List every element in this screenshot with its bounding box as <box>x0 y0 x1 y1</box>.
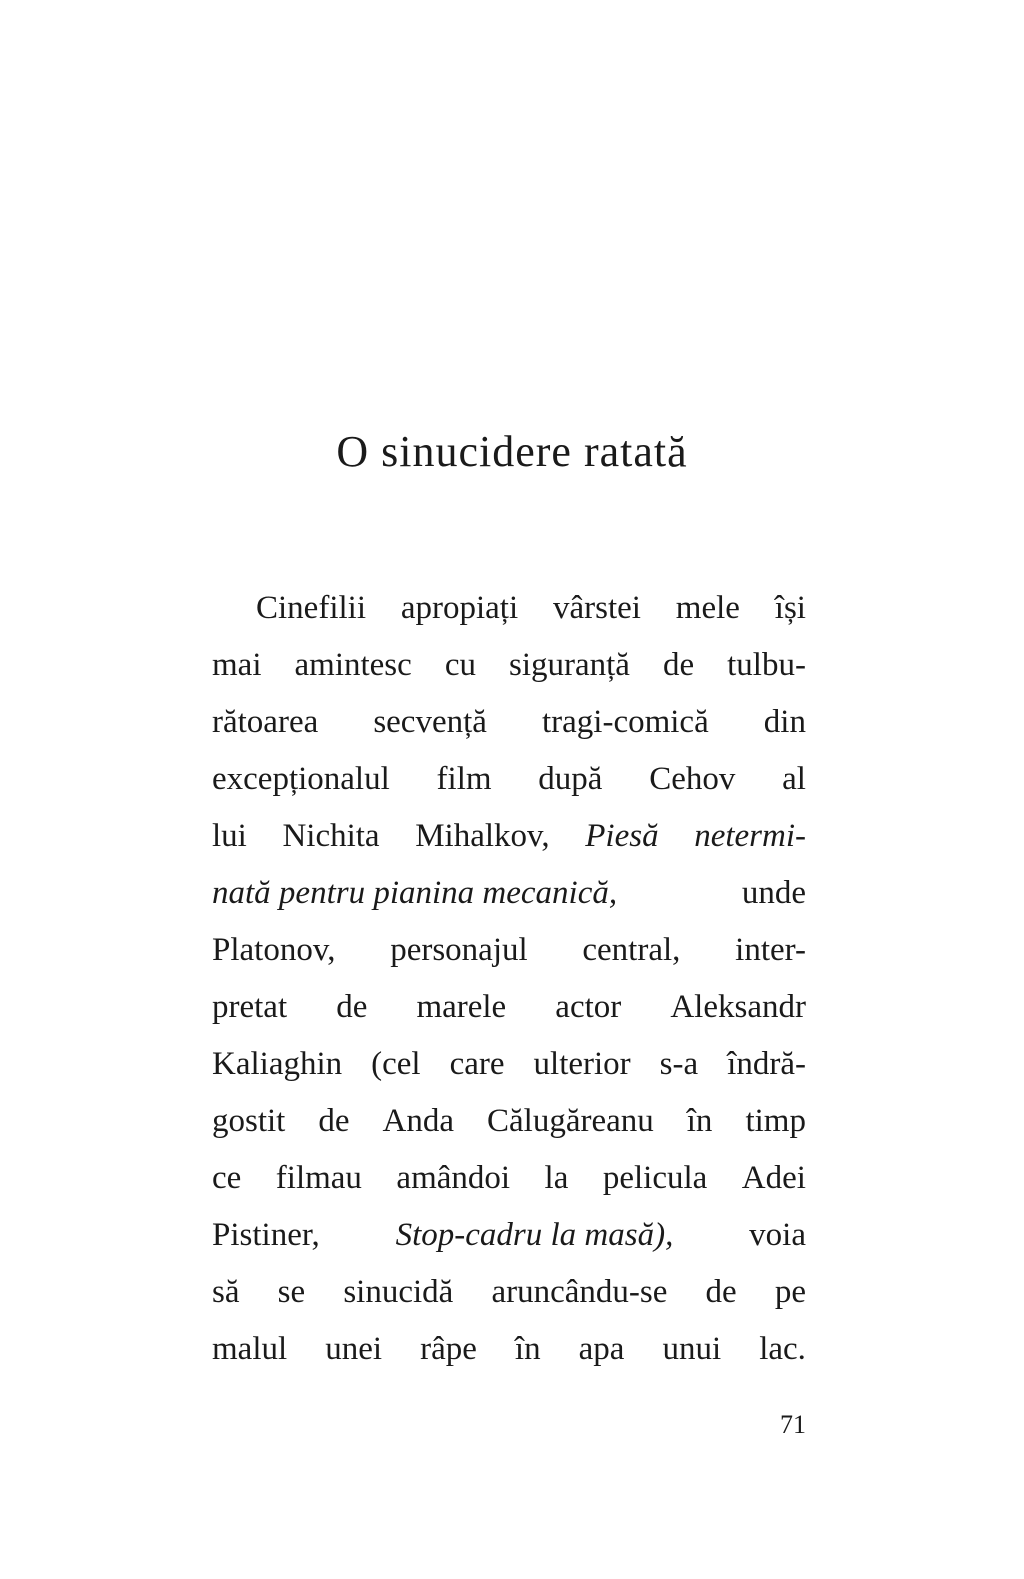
word: de <box>318 1103 350 1139</box>
word: de <box>336 989 368 1025</box>
word: s-a <box>659 1046 699 1082</box>
word: care <box>449 1046 505 1082</box>
word: Nichita <box>282 818 380 854</box>
word: lac. <box>759 1331 806 1367</box>
word: siguranță <box>508 647 630 683</box>
word: amintesc <box>294 647 412 683</box>
text-line <box>212 637 806 694</box>
word: sinucidă <box>343 1274 454 1310</box>
word: râpe <box>420 1331 477 1367</box>
word: central, <box>582 932 681 968</box>
word: pretat <box>212 989 288 1025</box>
italic-title-word: netermi- <box>694 818 806 854</box>
word: inter- <box>735 932 806 968</box>
italic-title-phrase: nată pentru pianina mecanică, <box>212 875 618 911</box>
word: Cehov <box>649 761 736 797</box>
word: unde <box>741 875 806 911</box>
text-line <box>212 922 806 979</box>
text-line <box>212 751 806 808</box>
body-paragraph <box>212 580 806 1378</box>
word: Anda <box>382 1103 454 1139</box>
word: pe <box>774 1274 806 1310</box>
word: de <box>662 647 695 683</box>
text-line <box>212 694 806 751</box>
word: apropiați <box>400 590 519 626</box>
word: personajul <box>390 932 528 968</box>
word: la <box>544 1160 569 1196</box>
word: filmau <box>275 1160 362 1196</box>
text-line <box>212 1321 806 1378</box>
word: actor <box>555 989 622 1025</box>
word: tragi-comică <box>541 704 709 740</box>
word: apa <box>578 1331 625 1367</box>
word: Kaliaghin <box>212 1046 343 1082</box>
word: (cel <box>371 1046 421 1082</box>
word: își <box>774 590 806 626</box>
text-line <box>212 808 806 865</box>
italic-title-word: Piesă <box>585 818 659 854</box>
text-line <box>212 865 806 922</box>
word: secvență <box>373 704 487 740</box>
word: timp <box>745 1103 806 1139</box>
word: în <box>686 1103 713 1139</box>
word: pelicula <box>602 1160 708 1196</box>
word: marele <box>416 989 507 1025</box>
italic-title-phrase: Stop-cadru la masă), <box>395 1217 674 1253</box>
word: lui <box>212 818 247 854</box>
word: cu <box>444 647 476 683</box>
word: rătoarea <box>212 704 319 740</box>
word: unei <box>325 1331 383 1367</box>
word: de <box>705 1274 737 1310</box>
text-line <box>212 1264 806 1321</box>
word: gostit <box>212 1103 286 1139</box>
word: Călugăreanu <box>487 1103 654 1139</box>
word: Adei <box>741 1160 806 1196</box>
word: după <box>538 761 603 797</box>
word: să <box>212 1274 240 1310</box>
word: în <box>514 1331 541 1367</box>
word: mai <box>212 647 262 683</box>
chapter-title: O sinucidere ratată <box>336 427 688 476</box>
word: îndră- <box>727 1046 806 1082</box>
word: vârstei <box>552 590 641 626</box>
word: excepționalul <box>212 761 390 797</box>
word: mele <box>675 590 740 626</box>
text-line <box>212 1093 806 1150</box>
word: amândoi <box>396 1160 511 1196</box>
word: se <box>277 1274 306 1310</box>
word: Pistiner, <box>212 1217 320 1253</box>
text-line <box>212 1207 806 1264</box>
page-number: 71 <box>780 1410 806 1439</box>
word: Platonov, <box>212 932 336 968</box>
word: Cinefilii <box>256 590 366 626</box>
word: al <box>782 761 806 797</box>
word: unui <box>662 1331 722 1367</box>
word: Mihalkov, <box>415 818 550 854</box>
text-line <box>212 1036 806 1093</box>
word: voia <box>749 1217 806 1253</box>
text-line <box>212 580 806 637</box>
word: din <box>763 704 806 740</box>
word: Aleksandr <box>670 989 806 1025</box>
word: malul <box>212 1331 288 1367</box>
word: tulbu- <box>727 647 806 683</box>
word: ce <box>212 1160 242 1196</box>
text-line <box>212 979 806 1036</box>
word: film <box>436 761 492 797</box>
word: ulterior <box>533 1046 631 1082</box>
text-line <box>212 1150 806 1207</box>
word: aruncându-se <box>491 1274 668 1310</box>
